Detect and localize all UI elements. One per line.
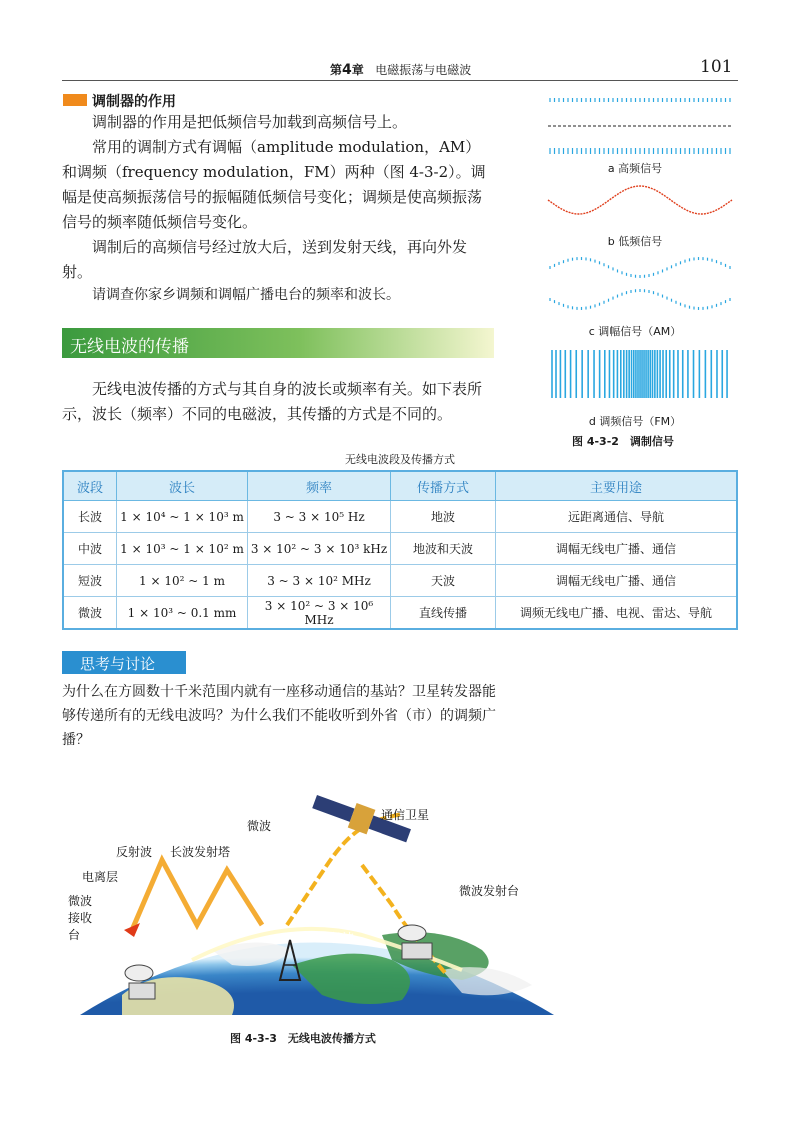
figure-caption: 图 4-3-3 无线电波传播方式 <box>230 1032 376 1045</box>
paragraph: 常用的调制方式有调幅（amplitude modulation，AM）和调频（frequency modulation，FM）两种（图 4-3-2）。调幅是使高频振荡信号的振幅随低频信号变化；调频是使高频振荡信号的频率随低频信号变化。 <box>62 138 486 231</box>
table-cell: 直线传播 <box>391 597 496 630</box>
sky-wave <box>132 860 262 930</box>
table-cell: 3 × 10² ~ 3 × 10³ kHz <box>248 533 391 565</box>
table-cell: 长波 <box>63 501 117 533</box>
label-longwave: 长波 <box>330 931 355 945</box>
label-microwave-transmitter: 微波发射台 <box>459 884 520 898</box>
figure-caption: 图 4-3-2 调制信号 <box>572 435 674 448</box>
col-header: 主要用途 <box>496 471 738 501</box>
label-satellite: 通信卫星 <box>381 808 430 822</box>
page-number: 101 <box>700 57 733 77</box>
table-cell: 1 × 10³ ~ 0.1 mm <box>117 597 248 630</box>
fm-signal <box>552 350 727 398</box>
table-cell: 地波和天波 <box>391 533 496 565</box>
table-cell: 1 × 10² ~ 1 m <box>117 565 248 597</box>
col-header: 波长 <box>117 471 248 501</box>
table-cell: 微波 <box>63 597 117 630</box>
paragraph: 无线电波传播的方式与其自身的波长或频率有关。如下表所示，波长（频率）不同的电磁波，其传播的方式是不同的。 <box>62 380 483 423</box>
table-cell: 调幅无线电广播、通信 <box>496 533 738 565</box>
paragraph: 调制后的高频信号经过放大后，送到发射天线，再向外发射。 <box>62 238 468 281</box>
label-reflected: 反射波 <box>116 845 153 859</box>
col-header: 传播方式 <box>391 471 496 501</box>
table-cell: 天波 <box>391 565 496 597</box>
label-a: a 高频信号 <box>607 162 663 175</box>
table-cell: 调幅无线电广播、通信 <box>496 565 738 597</box>
table-cell: 1 × 10⁴ ~ 1 × 10³ m <box>117 501 248 533</box>
header-rule <box>62 80 738 81</box>
banner-title: 无线电波的传播 <box>70 337 189 357</box>
discussion-title: 思考与讨论 <box>80 655 156 673</box>
table-title: 无线电波段及传播方式 <box>345 453 455 466</box>
table-row <box>63 565 737 597</box>
table-row <box>63 597 737 630</box>
table-cell: 地波 <box>391 501 496 533</box>
label-ionosphere: 电离层 <box>82 870 119 884</box>
am-signal <box>550 257 730 310</box>
paragraph: 调制器的作用是把低频信号加载到高频信号上。 <box>92 113 408 131</box>
section-banner-propagation <box>62 328 494 358</box>
modulation-figure <box>540 88 740 418</box>
table-header-row <box>63 471 737 501</box>
label-d: d 调频信号（FM） <box>588 415 682 428</box>
table-cell: 短波 <box>63 565 117 597</box>
table-cell: 远距离通信、导航 <box>496 501 738 533</box>
table-cell: 调频无线电广播、电视、雷达、导航 <box>496 597 738 630</box>
label-microwave-receiver: 微波接收台 <box>68 894 93 942</box>
table-row <box>63 501 737 533</box>
chapter-heading: 第4章 电磁振荡与电磁波 <box>330 62 472 78</box>
table-cell: 3 ~ 3 × 10⁵ Hz <box>248 501 391 533</box>
table-cell: 3 × 10² ~ 3 × 10⁶ MHz <box>248 597 391 630</box>
table-cell: 1 × 10³ ~ 1 × 10² m <box>117 533 248 565</box>
section-marker <box>63 94 87 106</box>
section-title-modulator: 调制器的作用 <box>92 94 176 110</box>
col-header: 频率 <box>248 471 391 501</box>
wave-band-table <box>62 470 738 630</box>
table-row <box>63 533 737 565</box>
col-header: 波段 <box>63 471 117 501</box>
table-cell: 中波 <box>63 533 117 565</box>
table-cell: 3 ~ 3 × 10² MHz <box>248 565 391 597</box>
label-c: c 调幅信号（AM） <box>588 325 682 338</box>
label-longwave-tower: 长波发射塔 <box>170 845 231 859</box>
label-b: b 低频信号 <box>607 235 663 248</box>
discussion-banner <box>62 651 186 674</box>
low-frequency-signal <box>548 186 732 214</box>
activity-prompt: 请调查你家乡调频和调幅广播电台的频率和波长。 <box>92 287 400 303</box>
label-microwave: 微波 <box>247 819 272 833</box>
discussion-text: 为什么在方圆数十千米范围内就有一座移动通信的基站？卫星转发器能够传递所有的无线电波吗？为什么我们不能收听到外省（市）的调频广播？ <box>62 684 496 748</box>
